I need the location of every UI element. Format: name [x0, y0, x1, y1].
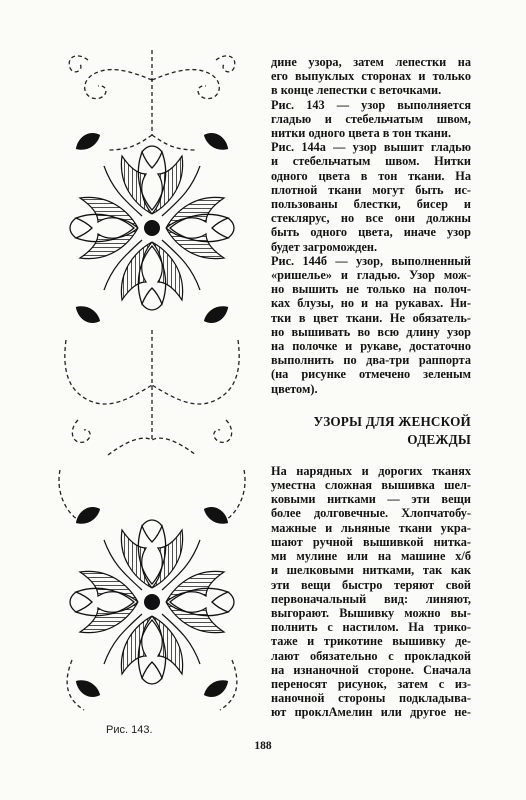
text-line: и стебельчатым швом. Нитки	[271, 154, 471, 169]
text-line: переносят рисунок, затем с из-	[271, 676, 471, 691]
text-line: будет загроможден.	[271, 239, 378, 254]
text-line: его выпуклых сторонах и только	[271, 69, 471, 84]
text-line: Рис. 143 — узор выполняется	[271, 97, 471, 112]
text-line: Рис. 144а — узор вышит гладью	[271, 140, 471, 155]
text-line: ют проклАмелин или другое не-	[271, 705, 471, 720]
text-line: уместна сложная вышивка шел-	[271, 478, 471, 493]
paragraph-fig-144b	[271, 254, 471, 396]
paragraph-fig-144a	[271, 140, 471, 254]
text-line: нитки одного цвета в тон ткани.	[271, 126, 452, 141]
text-line: цветом).	[271, 381, 318, 396]
text-line: мажные и льняные ткани укра-	[271, 520, 471, 535]
text-line: На нарядных и дорогих тканях	[271, 463, 471, 478]
text-line: ми мулине или на машине х/б	[271, 549, 471, 564]
text-line: и шелковыми нитками, так как	[271, 563, 471, 578]
heading-line: УЗОРЫ ДЛЯ ЖЕНСКОЙ	[313, 413, 471, 429]
text-line: ковыми нитками — эти вещи	[271, 492, 471, 507]
text-line: плотной ткани могут быть ис-	[271, 182, 471, 197]
figure-caption: Рис. 143.	[106, 724, 153, 736]
text-line: лают обязательно с прокладкой	[271, 648, 471, 663]
text-line: пользованы блестки, бисер и	[271, 197, 471, 212]
text-line: но вышивать во всю длину узор	[271, 324, 471, 339]
text-line: полнить с настилом. На трико-	[271, 620, 471, 635]
paragraph-fig-143	[271, 98, 471, 141]
text-line: ках блузы, но и на рукавах. Ни-	[271, 296, 471, 311]
text-line: стеклярус, но все они должны	[271, 211, 471, 226]
text-line: выгорают. Вышивку можно вы-	[271, 605, 471, 620]
text-line: первоначальный вид: линяют,	[271, 591, 471, 606]
text-line: таже и трикотине вышивку де-	[271, 634, 471, 649]
text-line: одного цвета в тон ткани. На	[271, 168, 471, 183]
text-line: на полочке и рукаве, достаточно	[271, 339, 471, 354]
text-line: Рис. 144б — узор, выполненный	[271, 253, 471, 268]
section-heading	[271, 413, 471, 449]
text-line: быть одного цвета, иначе узор	[271, 225, 471, 240]
text-line: гладью и стебельчатым швом,	[271, 111, 471, 126]
text-line: тки в цвет ткани. Не обязатель-	[271, 310, 471, 325]
paragraph-continuation	[271, 55, 471, 98]
text-line: дине узора, затем лепестки на	[271, 55, 471, 69]
embroidery-tulip-pattern-icon	[48, 40, 266, 730]
text-line: эти вещи быстро теряют свой	[271, 577, 471, 592]
page-number: 188	[254, 740, 272, 752]
text-line: «ришелье» и гладью. Узор мож-	[271, 268, 471, 283]
text-line: на изнаночной стороне. Сначала	[271, 662, 471, 677]
heading-line: ОДЕЖДЫ	[407, 431, 471, 447]
text-line: но вышить не только на полоч-	[271, 282, 471, 297]
text-line: наночной стороны подкладыва-	[271, 691, 471, 706]
embroidery-pattern-figure	[48, 40, 266, 730]
text-line: шают ручной вышивкой нитка-	[271, 534, 471, 549]
text-line: выполнить по два-три раппорта	[271, 353, 471, 368]
text-line: в конце лепестки с веточками.	[271, 83, 442, 98]
text-line: более долговечные. Хлопчатобу-	[271, 506, 471, 521]
paragraph-section-body	[271, 464, 471, 720]
text-column	[271, 55, 471, 720]
text-line: (на рисунке отмечено зеленым	[271, 367, 471, 382]
